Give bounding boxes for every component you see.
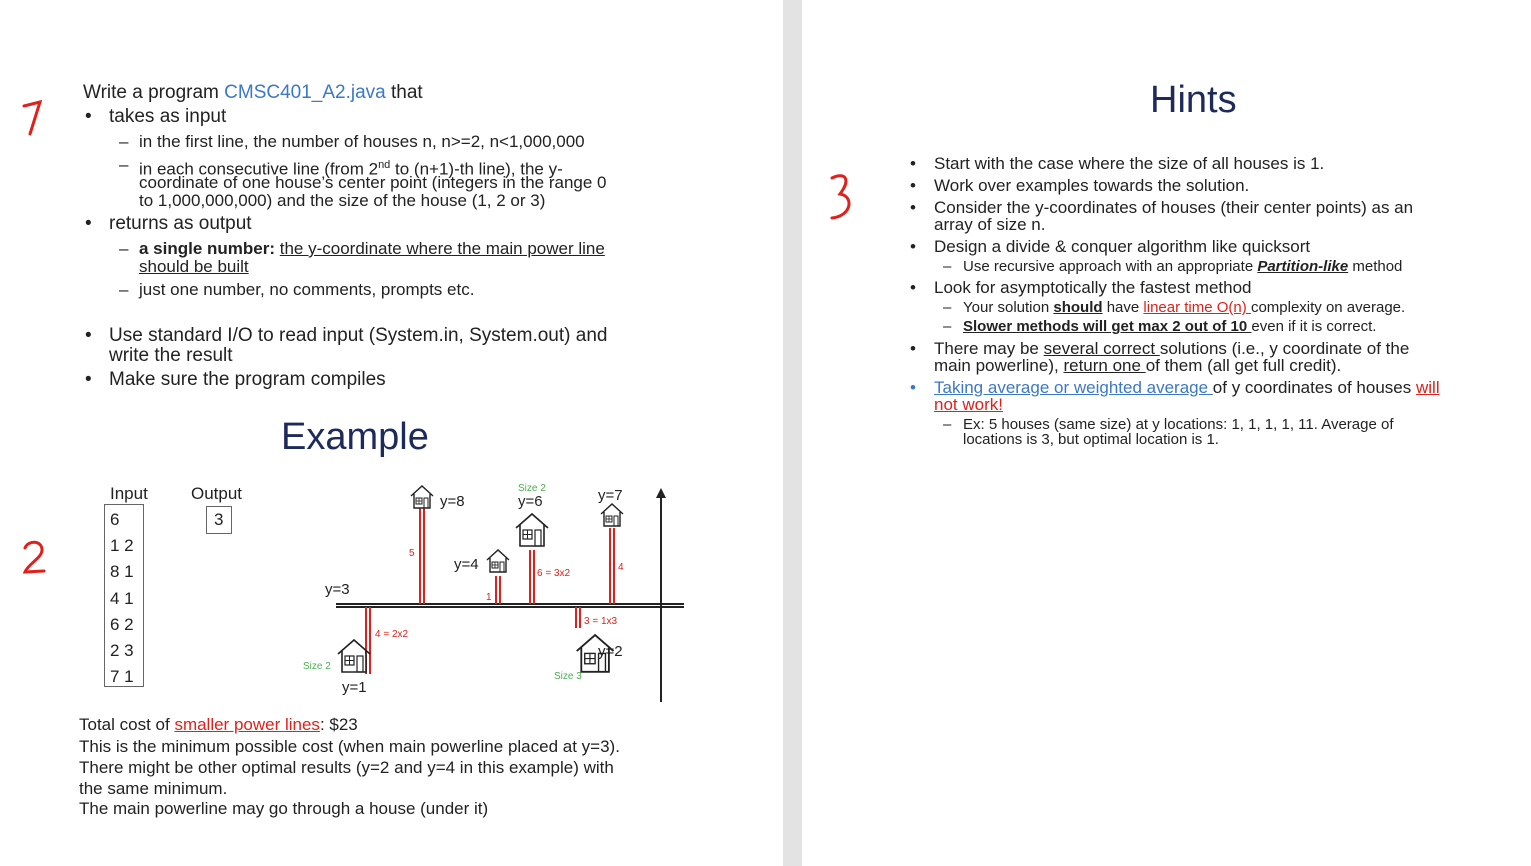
- hint-3-cont: array of size n.: [934, 215, 1046, 234]
- input-row: 7 1: [110, 667, 134, 686]
- house-y7: [601, 504, 623, 526]
- len-6: 6 = 3x2: [537, 568, 571, 579]
- bullet-compiles: • Make sure the program compiles: [109, 370, 386, 390]
- len-4b: 4 = 2x2: [375, 629, 409, 640]
- bullet-stdio: • Use standard I/O to read input (System.in, System.out) and: [109, 326, 607, 346]
- filename-link: CMSC401_A2.java: [224, 82, 386, 103]
- hint-7: • Taking average or weighted average of y coordinates of houses will: [910, 378, 1440, 397]
- output-line1: – a single number: the y-coordinate where the main power line: [139, 240, 605, 258]
- house-y8: [411, 486, 433, 508]
- example-title: Example: [281, 416, 429, 458]
- input-row: 6: [110, 510, 120, 529]
- len-4: 4: [618, 562, 624, 573]
- house-y4: [487, 550, 509, 572]
- input-line1: – in the first line, the number of houses n, n>=2, n<1,000,000: [139, 133, 585, 151]
- input-line2: – in each consecutive line (from 2nd to (n+1)-th line), the y-: [139, 156, 563, 179]
- handwritten-2: [20, 538, 50, 576]
- total-cost: Total cost of smaller power lines: $23: [79, 715, 358, 734]
- hint-6: • There may be several correct solutions (i.e., y coordinate of the: [934, 340, 1409, 358]
- hints-title: Hints: [1150, 79, 1237, 121]
- input-line2-d: to 1,000,000,000) and the size of the house (1, 2 or 3): [139, 191, 546, 210]
- label-y4: y=4: [454, 556, 479, 573]
- house-y6: [516, 514, 548, 546]
- hint-3: • Consider the y-coordinates of houses (their center points) as an: [934, 199, 1413, 217]
- hint-1: • Start with the case where the size of all houses is 1.: [934, 155, 1324, 173]
- hint-4-sub: – Use recursive approach with an appropriate Partition-like method: [963, 259, 1402, 275]
- input-line2-c: coordinate of one house’s center point (integers in the range 0: [139, 173, 607, 192]
- label-y6: y=6: [518, 493, 543, 510]
- right-slide: [802, 0, 1531, 866]
- intro-line: Write a program CMSC401_A2.java that: [83, 82, 423, 103]
- hint-6-cont: main powerline), return one of them (all get full credit).: [934, 356, 1342, 375]
- handwritten-3: [826, 172, 856, 224]
- hint-7-cont: not work!: [934, 395, 1003, 414]
- other-opt-cont: the same minimum.: [79, 779, 228, 798]
- label-size2-top: Size 2: [518, 483, 546, 494]
- hint-4: • Design a divide & conquer algorithm like quicksort: [934, 238, 1310, 256]
- hint-7-sub-cont: locations is 3, but optimal location is 1.: [963, 431, 1219, 448]
- other-opt-text: There might be other optimal results (y=2 and y=4 in this example) with: [79, 758, 614, 777]
- hint-5: • Look for asymptotically the fastest method: [934, 279, 1252, 297]
- min-cost-text: This is the minimum possible cost (when main powerline placed at y=3).: [79, 737, 620, 756]
- output-line1-cont: should be built: [139, 257, 249, 276]
- powerline-diagram: [290, 480, 710, 710]
- label-y1: y=1: [342, 679, 367, 696]
- bullet-takes-input: • takes as input: [109, 107, 226, 127]
- label-y8: y=8: [440, 493, 465, 510]
- stdio-cont: write the result: [109, 345, 233, 366]
- input-row: 2 3: [110, 641, 134, 660]
- len-3: 3 = 1x3: [584, 616, 618, 627]
- input-row: 1 2: [110, 536, 134, 555]
- y-axis-arrow: [656, 488, 666, 498]
- input-row: 4 1: [110, 589, 134, 608]
- hint-7-sub: – Ex: 5 houses (same size) at y locations: 1, 1, 1, 1, 11. Average of: [963, 417, 1394, 433]
- power-connectors: [366, 502, 614, 674]
- input-row: 8 1: [110, 562, 134, 581]
- output-header: Output: [191, 484, 243, 503]
- hint-2: • Work over examples towards the solution.: [934, 177, 1249, 195]
- output-value: 3: [214, 510, 224, 529]
- len-5: 5: [409, 548, 415, 559]
- through-house-text: The main powerline may go through a house (under it): [79, 799, 489, 818]
- hint-5-sub2: – Slower methods will get max 2 out of 10 even if it is correct.: [963, 319, 1376, 335]
- len-1: 1: [486, 592, 492, 603]
- label-size2-left: Size 2: [303, 661, 331, 672]
- input-row: 6 2: [110, 615, 134, 634]
- output-line2: – just one number, no comments, prompts etc.: [139, 281, 474, 299]
- hint-5-sub1: – Your solution should have linear time O(n) complexity on average.: [963, 300, 1405, 316]
- label-size3: Size 3: [554, 671, 582, 682]
- input-header: Input: [110, 484, 148, 503]
- bullet-returns-output: • returns as output: [109, 214, 252, 234]
- label-y2: y=2: [598, 643, 623, 660]
- label-y7: y=7: [598, 487, 623, 504]
- label-y3: y=3: [325, 581, 350, 598]
- page-gutter: [783, 0, 802, 866]
- handwritten-1: [18, 98, 48, 138]
